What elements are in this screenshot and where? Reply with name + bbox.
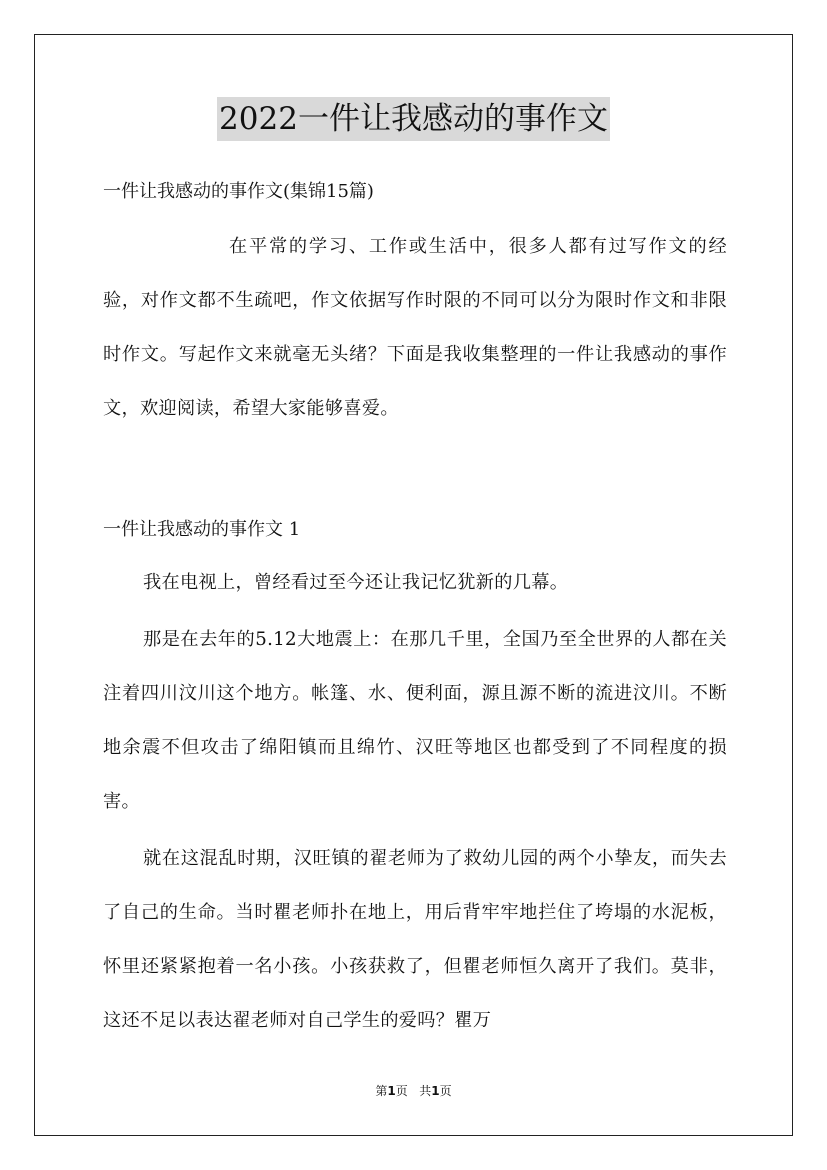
section-heading: 一件让我感动的事作文 1 — [103, 519, 301, 540]
body-paragraph-1: 我在电视上，曾经看过至今还让我记忆犹新的几幕。 — [143, 572, 569, 593]
intro-paragraph: 在平常的学习、工作或生活中，很多人都有过写作文的经验，对作文都不生疏吧，作文依据写作时限的不同可以分为限时作文和非限时作文。写起作文来就毫无头绪？下面是我收集整理的一件让我感动的事作文，欢迎阅读，希望大家能够喜爱。 — [103, 236, 727, 419]
page-current: 1 — [387, 1084, 396, 1098]
total-suffix: 页 — [439, 1084, 452, 1098]
total-prefix: 共 — [419, 1084, 432, 1098]
page-total: 1 — [431, 1084, 440, 1098]
title-container — [0, 97, 827, 141]
document-subtitle: 一件让我感动的事作文(集锦15篇) — [103, 181, 374, 202]
body-paragraph-2: 那是在去年的5.12大地震上：在那几千里，全国乃至全世界的人都在关注着四川汶川这个地方。帐篷、水、便利面，源且源不断的流进汶川。不断地余震不但攻击了绵阳镇而且绵竹、汉旺等地区也都受到了不同程度的损害。 — [103, 629, 727, 812]
page-prefix: 第 — [375, 1084, 388, 1098]
body-paragraph-3: 就在这混乱时期，汉旺镇的翟老师为了救幼儿园的两个小挚友，而失去了自己的生命。当时瞿老师扑在地上，用后背牢牢地拦住了垮塌的水泥板，怀里还紧紧抱着一名小孩。小孩获救了，但瞿老师恒久离开了我们。莫非，这还不足以表达翟老师对自己学生的爱吗？瞿万 — [103, 848, 727, 1031]
page-footer — [0, 1083, 827, 1099]
page-suffix: 页 — [395, 1084, 408, 1098]
document-body — [103, 178, 727, 1051]
document-title: 2022一件让我感动的事作文 — [217, 97, 610, 141]
